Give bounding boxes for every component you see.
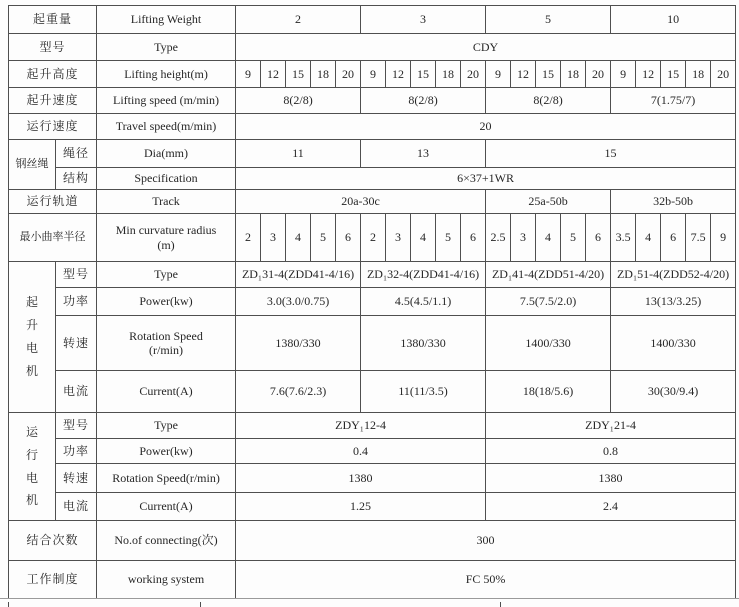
row-hoist-motor-speed: [9, 316, 736, 371]
label-rope-spec-cn: 结构: [56, 168, 97, 190]
lifting-height-value: 12: [636, 61, 661, 88]
min-radius-value: 2.5: [486, 214, 511, 262]
label-hoist-speed-en-line1: Rotation Speed: [129, 328, 203, 343]
hoist-motor-current-value: 30(30/9.4): [611, 371, 736, 413]
min-radius-value: 5: [561, 214, 586, 262]
table-bottom-divider: [0, 598, 739, 599]
lifting-height-value: 18: [436, 61, 461, 88]
row-rope-dia: [9, 140, 736, 168]
label-lifting-speed-en: Lifting speed (m/min): [97, 88, 236, 114]
min-radius-value: 4: [536, 214, 561, 262]
min-radius-value: 4: [411, 214, 436, 262]
hoist-motor-type-value: ZD₁51-4(ZDD52-4/20): [611, 262, 736, 288]
travel-motor-current-value: 2.4: [486, 493, 736, 521]
label-lifting-height-en: Lifting height(m): [97, 61, 236, 88]
min-radius-value: 6: [661, 214, 686, 262]
row-travel-motor-power: [9, 439, 736, 464]
track-value: 20a-30c: [236, 190, 486, 214]
lifting-speed-value: 8(2/8): [361, 88, 486, 114]
hoist-motor-power-value: 3.0(3.0/0.75): [236, 288, 361, 316]
track-value: 32b-50b: [611, 190, 736, 214]
row-working-system: [9, 561, 736, 599]
lifting-height-value: 15: [661, 61, 686, 88]
label-travel-speed-motor-en: Rotation Speed(r/min): [97, 464, 236, 493]
label-rope-dia-en: Dia(mm): [97, 140, 236, 168]
label-lifting-weight-en: Lifting Weight: [97, 6, 236, 34]
lifting-height-value: 9: [611, 61, 636, 88]
label-min-radius-en: [97, 214, 236, 262]
label-travel-speed-cn: 运行速度: [9, 114, 97, 140]
label-hoist-speed-en: [97, 316, 236, 371]
min-radius-value: 3: [386, 214, 411, 262]
min-radius-value: 7.5: [686, 214, 711, 262]
hoist-motor-current-value: 18(18/5.6): [486, 371, 611, 413]
lifting-weight-value: 2: [236, 6, 361, 34]
min-radius-value: 2: [236, 214, 261, 262]
row-connecting: [9, 521, 736, 561]
rope-spec-value: 6×37+1WR: [236, 168, 736, 190]
lifting-speed-value: 8(2/8): [236, 88, 361, 114]
partial-row-border: [500, 602, 501, 607]
hoist-motor-speed-value: 1400/330: [611, 316, 736, 371]
min-radius-value: 4: [636, 214, 661, 262]
hoist-motor-power-value: 7.5(7.5/2.0): [486, 288, 611, 316]
row-hoist-motor-type: [9, 262, 736, 288]
lifting-height-value: 9: [236, 61, 261, 88]
lifting-height-value: 12: [261, 61, 286, 88]
lifting-weight-value: 5: [486, 6, 611, 34]
min-radius-value: 3: [511, 214, 536, 262]
label-model-en: Type: [97, 34, 236, 61]
lifting-speed-value: 7(1.75/7): [611, 88, 736, 114]
label-travel-current-cn: 电流: [56, 493, 97, 521]
label-rope-spec-en: Specification: [97, 168, 236, 190]
label-hoist-type-cn: 型号: [56, 262, 97, 288]
travel-motor-type-value: ZDY₁12-4: [236, 413, 486, 439]
travel-motor-speed-value: 1380: [236, 464, 486, 493]
travel-motor-vertical-label: 运行电机: [25, 424, 38, 508]
label-travel-type-cn: 型号: [56, 413, 97, 439]
min-radius-value: 9: [711, 214, 736, 262]
travel-motor-power-value: 0.8: [486, 439, 736, 464]
row-travel-motor-type: [9, 413, 736, 439]
lifting-height-value: 15: [536, 61, 561, 88]
row-travel-speed: [9, 114, 736, 140]
label-connecting-en: No.of connecting(次): [97, 521, 236, 561]
partial-row-border: [8, 602, 9, 607]
label-hoist-current-cn: 电流: [56, 371, 97, 413]
lifting-height-value: 18: [686, 61, 711, 88]
label-travel-power-en: Power(kw): [97, 439, 236, 464]
min-radius-value: 5: [311, 214, 336, 262]
row-travel-motor-current: [9, 493, 736, 521]
label-hoist-power-en: Power(kw): [97, 288, 236, 316]
row-lifting-weight: [9, 6, 736, 34]
row-lifting-speed: [9, 88, 736, 114]
lifting-height-value: 20: [586, 61, 611, 88]
hoist-motor-speed-value: 1380/330: [236, 316, 361, 371]
travel-speed-value: 20: [236, 114, 736, 140]
working-system-value: FC 50%: [236, 561, 736, 599]
track-value: 25a-50b: [486, 190, 611, 214]
row-travel-motor-speed: [9, 464, 736, 493]
label-model-cn: 型号: [9, 34, 97, 61]
label-connecting-cn: 结合次数: [9, 521, 97, 561]
min-radius-value: 2: [361, 214, 386, 262]
lifting-weight-value: 3: [361, 6, 486, 34]
lifting-height-value: 20: [336, 61, 361, 88]
connecting-value: 300: [236, 521, 736, 561]
rope-dia-value: 11: [236, 140, 361, 168]
row-lifting-height: [9, 61, 736, 88]
label-working-system-cn: 工作制度: [9, 561, 97, 599]
hoist-motor-power-value: 13(13/3.25): [611, 288, 736, 316]
label-track-cn: 运行轨道: [9, 190, 97, 214]
travel-motor-type-value: ZDY₁21-4: [486, 413, 736, 439]
hoist-motor-speed-value: 1400/330: [486, 316, 611, 371]
min-radius-value: 3.5: [611, 214, 636, 262]
hoist-motor-vertical-label: 起升电机: [25, 295, 38, 378]
label-travel-type-en: Type: [97, 413, 236, 439]
travel-motor-speed-value: 1380: [486, 464, 736, 493]
model-value: CDY: [236, 34, 736, 61]
lifting-height-value: 9: [486, 61, 511, 88]
label-travel-motor-cn: [9, 413, 56, 521]
row-min-radius: [9, 214, 736, 262]
min-radius-value: 6: [336, 214, 361, 262]
label-travel-current-en: Current(A): [97, 493, 236, 521]
rope-dia-value: 15: [486, 140, 736, 168]
hoist-motor-speed-value: 1380/330: [361, 316, 486, 371]
row-track: [9, 190, 736, 214]
label-lifting-height-cn: 起升高度: [9, 61, 97, 88]
lifting-height-value: 20: [461, 61, 486, 88]
label-hoist-current-en: Current(A): [97, 371, 236, 413]
lifting-height-value: 9: [361, 61, 386, 88]
lifting-height-value: 15: [286, 61, 311, 88]
label-min-radius-cn: 最小曲率半径: [9, 214, 97, 262]
hoist-motor-type-value: ZD₁32-4(ZDD41-4/16): [361, 262, 486, 288]
lifting-height-value: 18: [561, 61, 586, 88]
label-min-radius-en-line2: (m): [157, 237, 175, 252]
row-hoist-motor-power: [9, 288, 736, 316]
min-radius-value: 6: [586, 214, 611, 262]
label-lifting-weight-cn: 起重量: [9, 6, 97, 34]
label-travel-speed-en: Travel speed(m/min): [97, 114, 236, 140]
lifting-height-value: 18: [311, 61, 336, 88]
label-hoist-motor-cn: [9, 262, 56, 413]
hoist-motor-current-value: 11(11/3.5): [361, 371, 486, 413]
label-travel-power-cn: 功率: [56, 439, 97, 464]
rope-dia-value: 13: [361, 140, 486, 168]
lifting-height-value: 12: [386, 61, 411, 88]
lifting-height-value: 20: [711, 61, 736, 88]
min-radius-value: 3: [261, 214, 286, 262]
hoist-motor-current-value: 7.6(7.6/2.3): [236, 371, 361, 413]
min-radius-value: 4: [286, 214, 311, 262]
lifting-weight-value: 10: [611, 6, 736, 34]
label-min-radius-en-line1: Min curvature radius: [115, 223, 217, 238]
hoist-motor-type-value: ZD₁41-4(ZDD51-4/20): [486, 262, 611, 288]
row-hoist-motor-current: [9, 371, 736, 413]
label-track-en: Track: [97, 190, 236, 214]
row-rope-spec: [9, 168, 736, 190]
row-model: [9, 34, 736, 61]
lifting-speed-value: 8(2/8): [486, 88, 611, 114]
hoist-motor-type-value: ZD₁31-4(ZDD41-4/16): [236, 262, 361, 288]
lifting-height-value: 12: [511, 61, 536, 88]
min-radius-value: 6: [461, 214, 486, 262]
label-travel-speed-motor-cn: 转速: [56, 464, 97, 493]
label-hoist-speed-cn: 转速: [56, 316, 97, 371]
label-hoist-power-cn: 功率: [56, 288, 97, 316]
label-wire-rope-cn: 钢丝绳: [9, 140, 56, 190]
label-lifting-speed-cn: 起升速度: [9, 88, 97, 114]
lifting-height-value: 15: [411, 61, 436, 88]
hoist-motor-power-value: 4.5(4.5/1.1): [361, 288, 486, 316]
label-hoist-speed-en-line2: (r/min): [149, 343, 184, 357]
partial-row-border: [200, 602, 201, 607]
label-working-system-en: working system: [97, 561, 236, 599]
min-radius-value: 5: [436, 214, 461, 262]
label-rope-dia-cn: 绳径: [56, 140, 97, 168]
travel-motor-current-value: 1.25: [236, 493, 486, 521]
travel-motor-power-value: 0.4: [236, 439, 486, 464]
label-hoist-type-en: Type: [97, 262, 236, 288]
crane-specification-table: [8, 5, 736, 599]
